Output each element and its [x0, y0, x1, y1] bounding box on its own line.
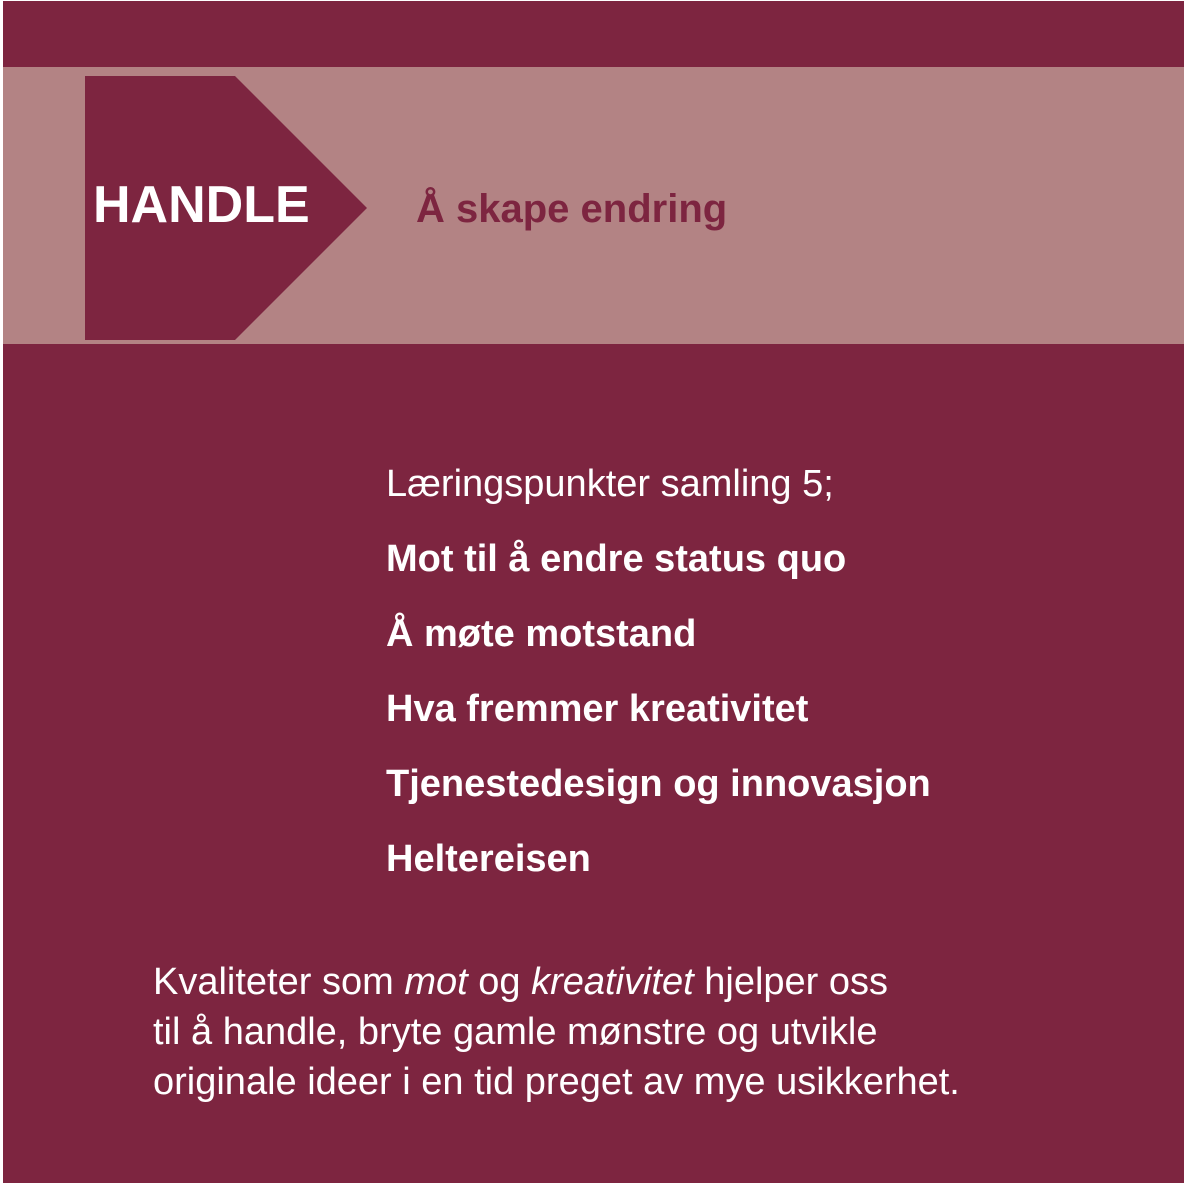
learning-point-item: Heltereisen — [386, 838, 591, 880]
summary-text-part: hjelper oss — [693, 961, 889, 1003]
summary-text-part: og — [467, 961, 532, 1003]
summary-text — [153, 957, 960, 1107]
summary-text-part: Kvaliteter som — [153, 961, 405, 1003]
summary-emphasis-kreativitet: kreativitet — [531, 961, 694, 1003]
learning-points-list — [386, 534, 931, 884]
learning-point-item: Mot til å endre status quo — [386, 538, 847, 580]
summary-line-1 — [153, 957, 960, 1007]
summary-line-3: originale ideer i en tid preget av mye usikkerhet. — [153, 1061, 960, 1103]
info-card — [3, 1, 1184, 1183]
learning-point-item: Hva fremmer kreativitet — [386, 688, 809, 730]
summary-emphasis-mot: mot — [404, 961, 468, 1003]
learning-point-item: Tjenestedesign og innovasjon — [386, 763, 931, 805]
learning-points-heading: Læringspunkter samling 5; — [386, 463, 834, 505]
learning-points — [386, 459, 931, 884]
learning-point-item: Å møte motstand — [386, 613, 697, 655]
header-band — [3, 67, 1184, 344]
section-title: HANDLE — [93, 176, 310, 234]
section-subtitle: Å skape endring — [416, 187, 728, 231]
summary-line-2: til å handle, bryte gamle mønstre og utvikle — [153, 1011, 878, 1053]
